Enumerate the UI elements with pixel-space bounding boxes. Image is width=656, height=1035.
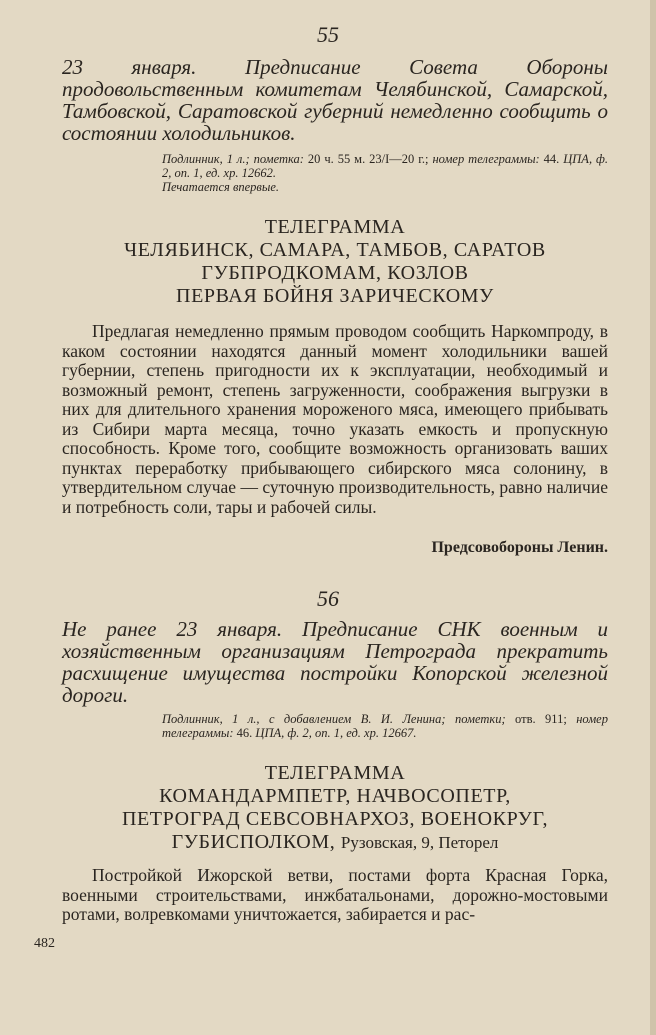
page-edge xyxy=(650,0,656,1035)
body-paragraph: Предлагая немедленно прямым проводом сообщить Наркомпроду, в каком состоянии находятся данный момент холодильники вашей губернии, степень пригодности их к эксплуатации, необходимый и возможный ремонт, степень загруженности, соображения выгрузки в них для длительного хранения мороженого мяса, имеющего прибывать из Сибири марта месяца, точно указать емкость и пропускную способность. Кроме того, сообщите возможность организовать ваших пунктах переработку прибывающего сибирского мяса солонину, в утвердительном случае — суточную производительность, равно наличие и потребность соли, тары и рабочей силы. xyxy=(62,321,608,517)
telegram-body-55 xyxy=(62,322,608,517)
telegram-address-line: ПЕРВАЯ БОЙНЯ ЗАРИЧЕСКОМУ xyxy=(176,285,494,307)
note-original: Подлинник, 1 л.; пометка: xyxy=(162,152,304,166)
note-first-publication: Печатается впервые. xyxy=(162,180,279,194)
page-number: 482 xyxy=(34,936,55,951)
telegram-address-line: КОМАНДАРМПЕТР, НАЧВОСОПЕТР, xyxy=(159,785,511,807)
telegram-title: ТЕЛЕГРАММА xyxy=(264,216,406,238)
doc-heading-55: 23 января. Предписание Совета Обороны продовольственным комитетам Челябинской, Самарской, Тамбовской, Саратовской губерний немедленно сообщить о состоянии холодильников. xyxy=(62,55,608,145)
doc-heading-56: Не ранее 23 января. Предписание СНК военным и хозяйственным организациям Петрограда прекратить расхищение имущества постройки Копорской железной дороги. xyxy=(62,617,608,707)
note-telegram-label: номер телеграммы: xyxy=(432,152,540,166)
telegram-address-line xyxy=(62,831,608,854)
telegram-address-line: ГУБПРОДКОМАМ, КОЗЛОВ xyxy=(201,262,469,284)
telegram-header-56 xyxy=(62,762,608,854)
note-archive: ЦПА, ф. 2, оп. 1, ед. хр. 12667. xyxy=(255,726,417,740)
note-telegram-label: номер телеграммы: xyxy=(162,712,608,740)
note-original: Подлинник, 1 л., с добавлением В. И. Ленина; пометки; xyxy=(162,712,506,726)
doc-number-55: 55 xyxy=(317,22,339,47)
telegram-header-55 xyxy=(62,216,608,308)
telegram-body-56 xyxy=(62,866,608,925)
note-telegram-number: 46. xyxy=(236,726,253,740)
telegram-address-line: ЧЕЛЯБИНСК, САМАРА, ТАМБОВ, САРАТОВ xyxy=(124,239,546,261)
note-reply: отв. 911; xyxy=(515,712,567,726)
note-telegram-number: 44. xyxy=(543,152,560,166)
note-mark: 20 ч. 55 м. 23/I—20 г.; xyxy=(307,152,429,166)
address-street: Рузовская, 9, Петорел xyxy=(340,833,499,852)
telegram-address-line: ПЕТРОГРАД СЕВСОВНАРХОЗ, ВОЕНОКРУГ, xyxy=(121,808,549,830)
doc-number-56: 56 xyxy=(317,586,339,611)
telegram-title: ТЕЛЕГРАММА xyxy=(264,762,406,784)
body-paragraph: Постройкой Ижорской ветви, постами форта Красная Горка, военными строительствами, инжбатальонами, дорожно-мостовыми ротами, волревкомами уничтожается, забирается и рас- xyxy=(62,865,608,924)
address-caps: ГУБИСПОЛКОМ, xyxy=(171,831,336,853)
archival-note-55 xyxy=(162,152,608,194)
signature-55: Предсовобороны Ленин. xyxy=(431,539,608,556)
note-archive: ЦПА, ф. 2, оп. 1, ед. хр. 12662. xyxy=(162,152,609,180)
archival-note-56 xyxy=(162,712,608,740)
